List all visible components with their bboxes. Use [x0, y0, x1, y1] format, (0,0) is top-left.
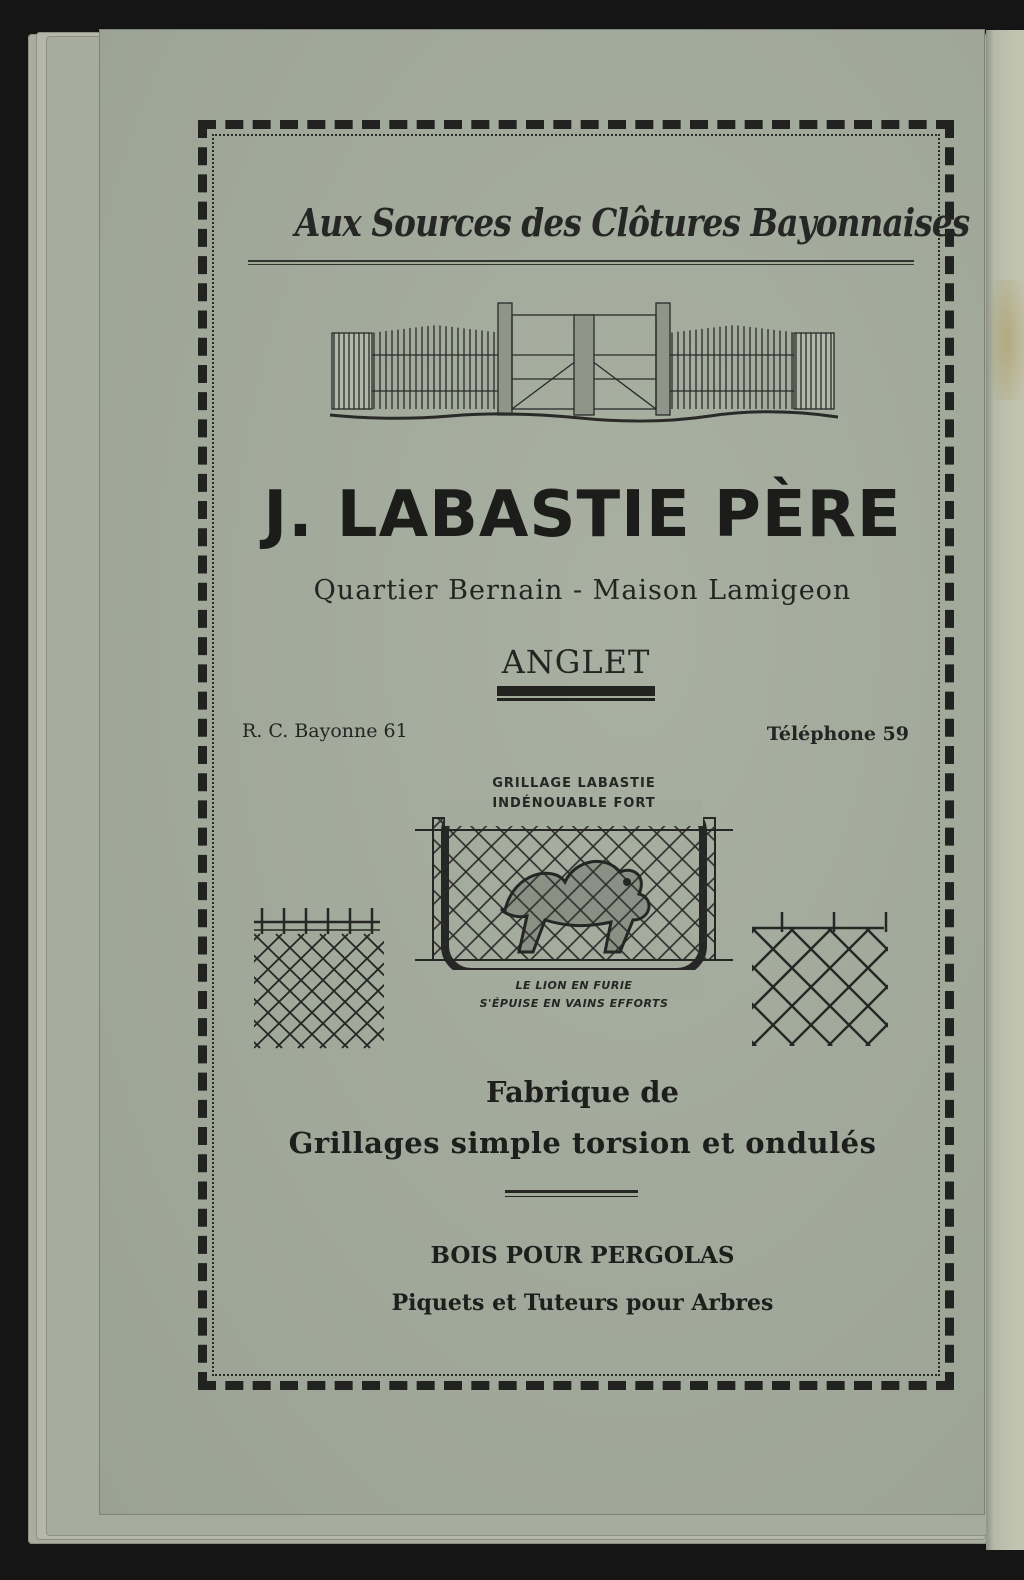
- section-rule: [505, 1190, 638, 1197]
- tagline-rule: [248, 260, 914, 265]
- product-line-4: Piquets et Tuteurs pour Arbres: [391, 1290, 774, 1316]
- city-underline: [497, 686, 655, 698]
- lion-caption-bottom: [415, 977, 733, 1013]
- telephone-number: Téléphone 59: [766, 723, 909, 745]
- lion-caption-top: [415, 774, 733, 814]
- lion-mesh-illustration: [415, 770, 733, 1030]
- lion-caption-bottom-line1: LE LION EN FURIE: [515, 979, 633, 992]
- product-line-1: Fabrique de: [485, 1075, 679, 1109]
- ad-tagline: Aux Sources des Clôtures Bayonnaises: [294, 200, 970, 245]
- registry-number: R. C. Bayonne 61: [242, 720, 408, 742]
- twisted-wire-mesh-icon: [254, 898, 384, 1050]
- company-address: Quartier Bernain - Maison Lamigeon: [313, 575, 852, 606]
- lion-caption-top-line1: GRILLAGE LABASTIE: [492, 776, 656, 791]
- product-line-3: BOIS POUR PERGOLAS: [430, 1242, 735, 1269]
- product-line-2: Grillages simple torsion et ondulés: [288, 1126, 877, 1160]
- paper-stain: [990, 280, 1024, 400]
- wavy-wire-mesh-icon: [752, 906, 888, 1046]
- fence-gate-illustration: [330, 295, 838, 425]
- adjacent-page-edge: [986, 30, 1024, 1550]
- company-name: J. LABASTIE PÈRE: [263, 478, 902, 552]
- lion-caption-top-line2: INDÉNOUABLE FORT: [492, 796, 656, 811]
- lion-caption-bottom-line2: S'ÉPUISE EN VAINS EFFORTS: [479, 997, 669, 1010]
- company-city: ANGLET: [501, 643, 651, 681]
